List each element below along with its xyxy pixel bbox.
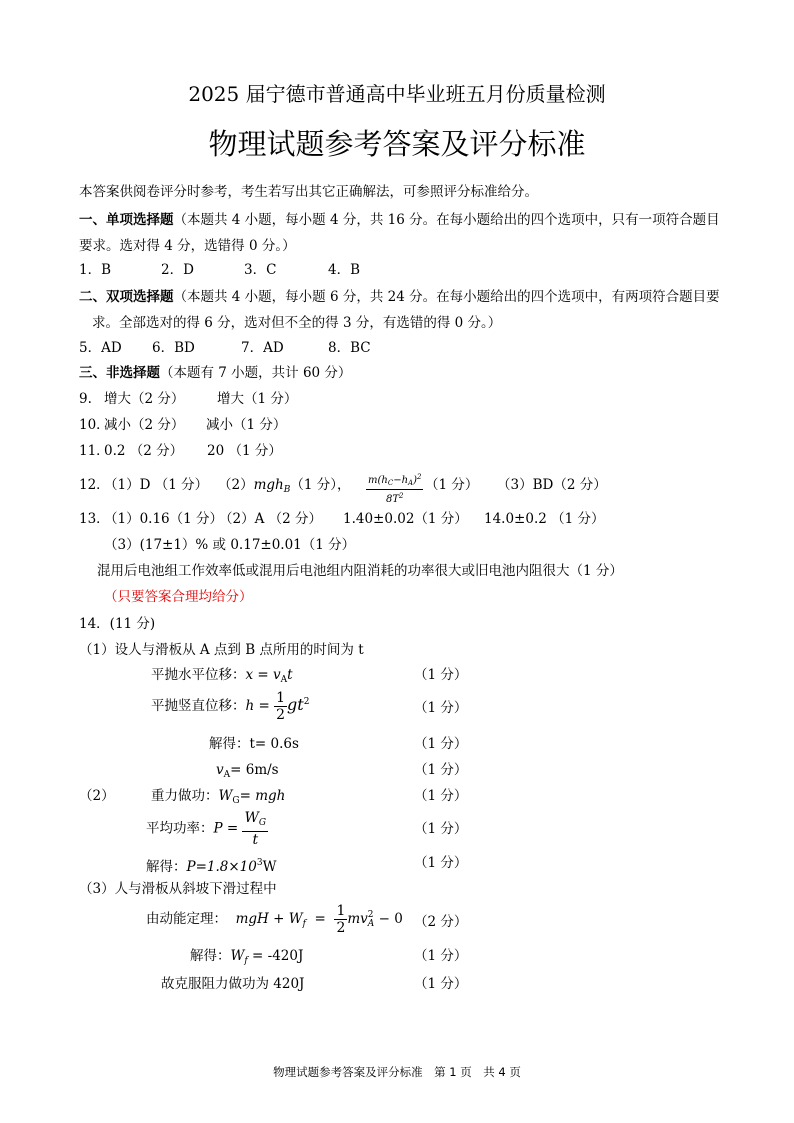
- q14-part3-intro: （3）人与滑板从斜坡下滑过程中: [79, 881, 277, 897]
- q13-number: 13．: [79, 511, 110, 527]
- q14-horizontal-displacement: 平抛水平位移：$x = v_At$: [151, 667, 293, 685]
- q14-average-power: 平均功率：P = $\frac{W_G}{t}$: [146, 810, 267, 848]
- q12-fraction-numerator: $m(h_C-h_A)^2$: [366, 471, 423, 490]
- q14-solve-velocity: $v_A= 6m/s$: [216, 762, 279, 780]
- q12-part2b-score: （1 分）: [425, 477, 479, 493]
- q6-answer: 6．BD: [152, 340, 195, 356]
- intro-text: 本答案供阅卷评分时参考，考生若写出其它正确解法，可参照评分标准给分。: [79, 184, 538, 200]
- section3-heading: 三、非选择题: [79, 365, 160, 381]
- q14-power-fraction: $\frac{W_G}{t}$: [244, 810, 267, 848]
- q14-part3-row2-score: （1 分）: [414, 976, 468, 992]
- q5-answer: 5．AD: [79, 340, 122, 356]
- q13-part2: （2）A （2 分）: [219, 511, 323, 527]
- q14-row2-score: （1 分）: [414, 736, 468, 752]
- section3-line: [79, 364, 351, 382]
- q4-answer: 4．B: [328, 262, 361, 278]
- section1-line: [79, 211, 720, 229]
- q13-part3: （3）(17±1）% 或 0.17±0.01（1 分）: [104, 537, 356, 553]
- q11-answer-b: 20 （1 分）: [207, 443, 282, 459]
- q12-part2: [218, 476, 351, 499]
- q14-part2-row1-score: （1 分）: [414, 821, 468, 837]
- q13-part2-answer-b: 14.0±0.2 （1 分）: [484, 511, 605, 527]
- exam-subtitle: 2025 届宁德市普通高中毕业班五月份质量检测: [188, 82, 606, 106]
- q10-answer-b: 减小（1 分）: [206, 417, 287, 433]
- section3-desc: （本题有 7 小题，共计 60 分）: [160, 365, 352, 381]
- q12-number: 12．: [79, 477, 110, 493]
- q14-vertical-displacement: 平抛竖直位移：h = $\frac{1}{2}$ $gt^2$: [151, 690, 310, 723]
- q1-answer: 1．B: [79, 262, 112, 278]
- section2-desc2: 求。全部选对的得 6 分，选对但不全的得 3 分，有选错的得 0 分。）: [92, 315, 502, 331]
- q14-solve-friction-work: 解得：$W_f = -420J$: [190, 948, 304, 966]
- q13-part2-answer: 1.40±0.02（1 分）: [343, 511, 468, 527]
- section2-desc: （本题共 4 小题，每小题 6 分，共 24 分。在每小题给出的四个选项中，有两项符合题目要: [173, 289, 720, 305]
- section2-heading: 二、双项选择题: [79, 289, 174, 305]
- q10-answer-a: 减小（2 分）: [104, 417, 185, 433]
- page-footer: 物理试题参考答案及评分标准 第 1 页 共 4 页: [273, 1065, 521, 1079]
- q7-answer: 7．AD: [241, 340, 284, 356]
- q14-part2-row0-score: （1 分）: [414, 788, 468, 804]
- q12-fraction-body: [366, 471, 423, 506]
- q9-answer-a: 增大（2 分）: [104, 391, 185, 407]
- q12-part2-formula: mgh: [253, 477, 284, 493]
- q14-kinetic-energy-theorem: 由动能定理： mgH + $W_f$ = $\frac{1}{2}$ mv 2 A − 0: [146, 903, 403, 936]
- q14-gravity-work: 重力做功：$W_G=$ mgh: [151, 788, 286, 806]
- q13-note: （只要答案合理均给分）: [104, 589, 253, 605]
- section1-heading: 一、单项选择题: [79, 212, 174, 228]
- q11-answer-a: 0.2 （2 分）: [104, 443, 184, 459]
- q11-number: 11．: [79, 443, 110, 459]
- section1-desc2: 要求。选对得 4 分，选错得 0 分。）: [79, 238, 296, 254]
- q14-friction-conclusion: 故克服阻力做功为 420J: [161, 976, 305, 992]
- q14-row0-score: （1 分）: [414, 667, 468, 683]
- q14-part2-label: （2）: [79, 788, 115, 804]
- q14-part2-row2-score: （1 分）: [414, 855, 468, 871]
- q12-part2-score: （1 分），: [290, 477, 351, 493]
- q8-answer: 8．BC: [328, 340, 371, 356]
- q14-part3-row0-score: （2 分）: [414, 914, 468, 930]
- q3-answer: 3．C: [244, 262, 277, 278]
- q14-half-fraction: $\frac{1}{2}$: [276, 690, 286, 723]
- q9-number: 9.: [79, 391, 92, 407]
- q13-part1: （1）0.16（1 分）: [104, 511, 224, 527]
- section2-line: [79, 288, 720, 306]
- q12-part1: （1）D （1 分）: [104, 477, 209, 493]
- q10-number: 10．: [79, 417, 110, 433]
- q14-number: 14．(11 分): [79, 616, 156, 632]
- page-title: 物理试题参考答案及评分标准: [208, 127, 586, 161]
- q12-fraction-denominator: $8T^2$: [385, 492, 404, 505]
- q9-answer-b: 增大（1 分）: [217, 391, 298, 407]
- q14-ke-fraction: $\frac{1}{2}$: [336, 903, 346, 936]
- q14-solve-time: 解得：t= 0.6s: [209, 736, 299, 752]
- section1-desc: （本题共 4 小题，每小题 4 分，共 16 分。在每小题给出的四个选项中，只有一项符合题目: [173, 212, 720, 228]
- q14-row1-score: （1 分）: [414, 700, 468, 716]
- q12-part2-sub: B: [283, 485, 291, 495]
- q13-part3-reason: 混用后电池组工作效率低或混用后电池组内阻消耗的功率很大或旧电池内阻很大（1 分）: [97, 563, 623, 579]
- q14-solve-power: 解得：$P=1.8\times 10^3W$: [146, 858, 277, 875]
- q14-part3-row1-score: （1 分）: [414, 948, 468, 964]
- q12-part2-label: （2）: [218, 477, 254, 493]
- q14-row3-score: （1 分）: [414, 762, 468, 778]
- q12-fraction: [366, 471, 423, 506]
- q12-part3: （3）BD（2 分）: [497, 477, 607, 493]
- q14-part1-intro: （1）设人与滑板从 A 点到 B 点所用的时间为 t: [79, 642, 364, 658]
- q2-answer: 2．D: [161, 262, 194, 278]
